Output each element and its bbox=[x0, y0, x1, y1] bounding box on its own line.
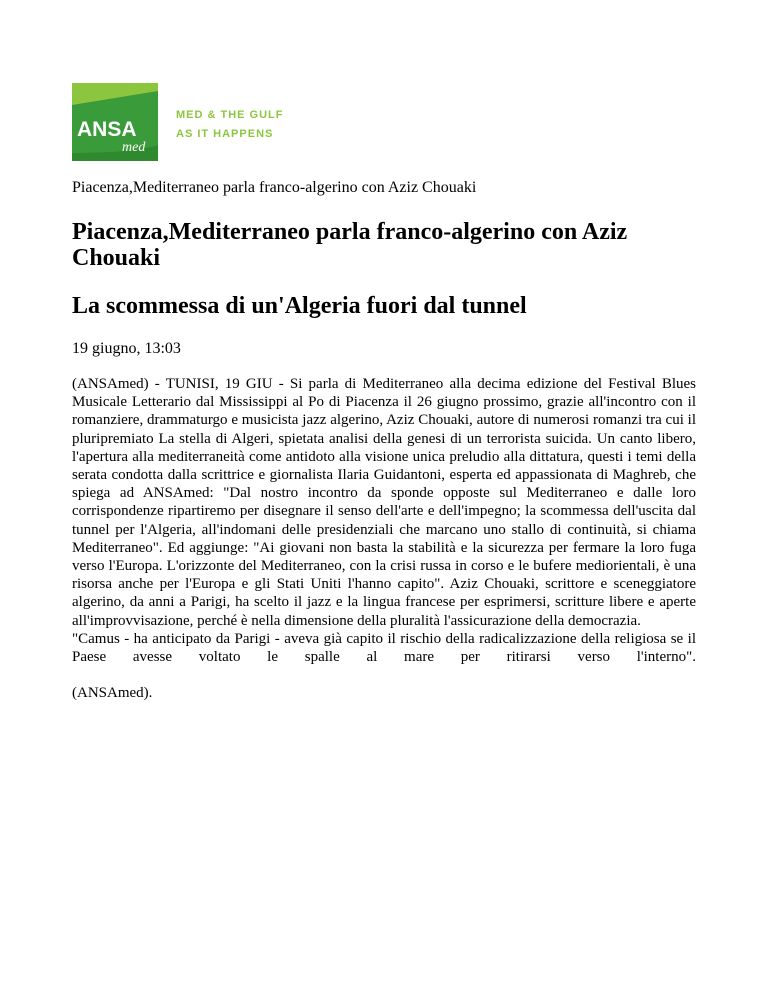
article-paragraph-1: (ANSAmed) - TUNISI, 19 GIU - Si parla di Mediterraneo alla decima edizione del Festival Blues Musicale Letterario dal Mississippi al Po di Piacenza il 26 giugno prossimo, grazie all'incontro con il romanziere, drammaturgo e musicista jazz algerino, Aziz Chouaki, autore di numerosi romanzi tra cui il pluripremiato La stella di Algeri, spietata analisi della genesi di un terrorista suicida. Un canto libero, l'apertura alla mediterraneità come antidoto alla visione unica preludio alla dittatura, questi i temi della serata condotta dalla scrittrice e giornalista Ilaria Guidantoni, esperta ed appassionata di Maghreb, che spiega ad ANSAmed: "Dal nostro incontro da sponde opposte sul Mediterraneo e dalle loro corrispondenze ripartiremo per disegnare il senso dell'arte e dell'impegno; la scommessa dell'uscita dal tunnel per l'Algeria, all'indomani delle presidenziali che marcano uno stallo di continuità, si chiama Mediterraneo". Ed aggiunge: "Ai giovani non basta la stabilità e la sicurezza per fermare la loro fuga verso l'Europa. L'orizzonte del Mediterraneo, con la crisi russa in corso e le bufere mediorientali, è una risorsa anche per l'Europa e gli Stati Uniti l'hanno capito". Aziz Chouaki, scrittore e sceneggiatore algerino, da anni a Parigi, ha scelto il jazz e la lingua francese per esprimersi, scritture libere e aperte all'improvvisazione, perché è nella dimensione della pluralità l'assicurazione della democrazia. bbox=[72, 376, 696, 629]
article-body bbox=[72, 375, 696, 666]
tagline-line-1: MED & THE GULF bbox=[176, 109, 284, 121]
tagline-line-2: AS IT HAPPENS bbox=[176, 128, 274, 140]
article-content bbox=[72, 178, 696, 702]
ansamed-logo-graphic bbox=[72, 83, 158, 161]
logo-brand-text: ANSA bbox=[77, 118, 137, 141]
article-title: Piacenza,Mediterraneo parla franco-algerino con Aziz Chouaki bbox=[72, 219, 628, 271]
article-date: 19 giugno, 13:03 bbox=[72, 340, 181, 357]
article-signature: (ANSAmed). bbox=[72, 685, 153, 702]
ansamed-logo[interactable] bbox=[72, 83, 158, 161]
article-subtitle: La scommessa di un'Algeria fuori dal tunnel bbox=[72, 293, 527, 319]
logo-sub-text: med bbox=[122, 140, 146, 155]
site-tagline bbox=[176, 106, 284, 144]
article-paragraph-2: "Camus - ha anticipato da Parigi - aveva già capito il rischio della radicalizzazione della religiosa se il Paese avesse voltato le spalle al mare per ritirarsi verso l'interno". bbox=[72, 630, 696, 666]
breadcrumb: Piacenza,Mediterraneo parla franco-algerino con Aziz Chouaki bbox=[72, 179, 477, 196]
site-header bbox=[72, 83, 372, 163]
